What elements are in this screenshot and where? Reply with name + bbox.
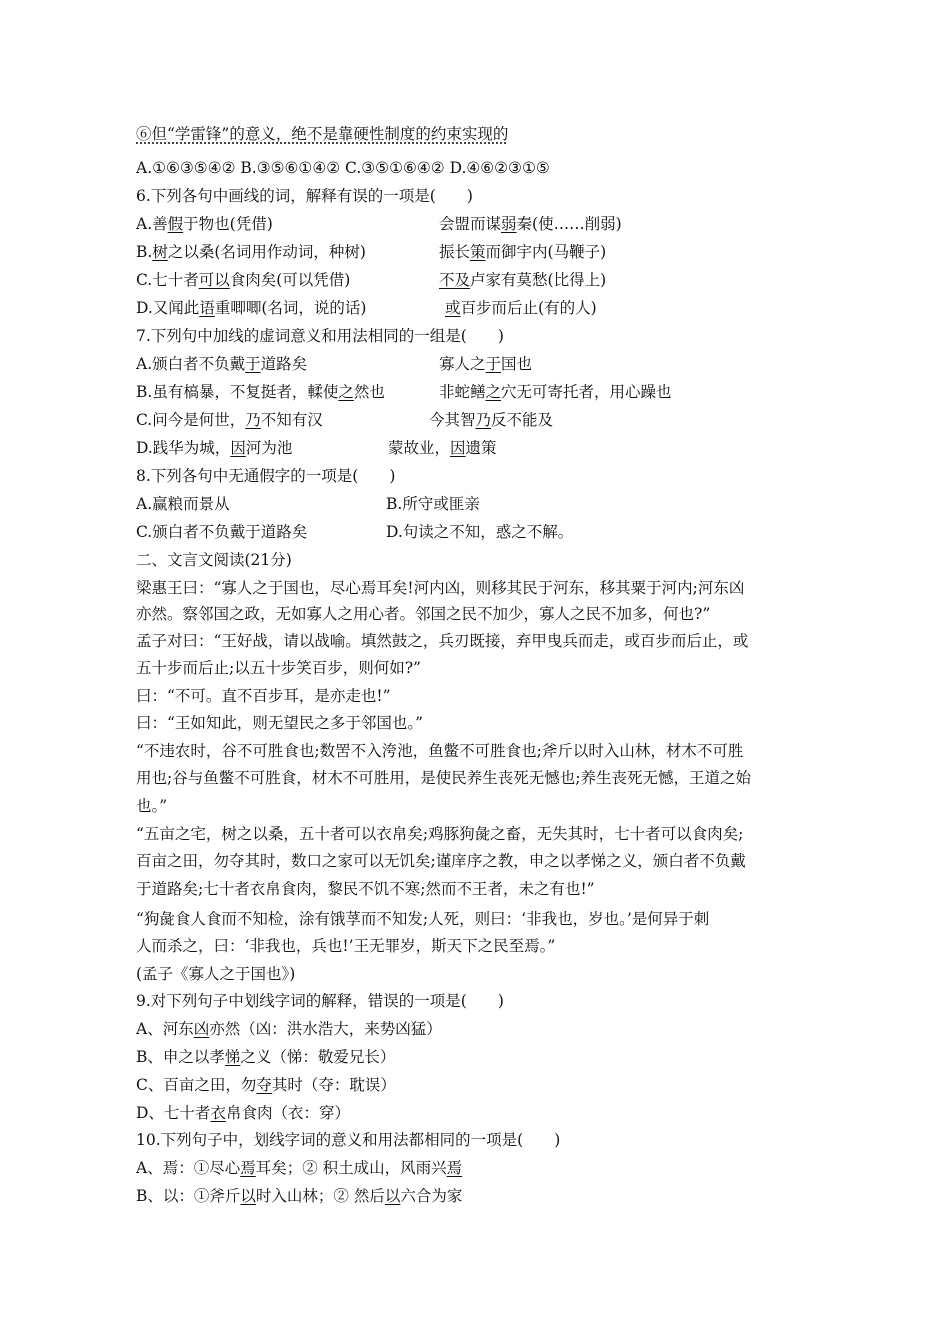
passage-line: 用也;谷与鱼鳖不可胜食，材木不可胜用，是使民养生丧死无憾也;养生丧死无憾，王道之始 xyxy=(136,769,751,787)
q6-option-a: A.善假于物也(凭借) 会盟而谋弱秦(使……削弱) xyxy=(136,215,622,233)
question-7: 7.下列句中加线的虚词意义和用法相同的一组是( ) xyxy=(136,327,504,345)
passage-line: 梁惠王曰：“寡人之于国也，尽心焉耳矣!河内凶，则移其民于河东，移其粟于河内;河东凶 xyxy=(136,579,745,597)
q6-option-d-right: 或百步而后止(有的人) xyxy=(445,299,597,317)
q10-option-a: A、焉：①尽心焉耳矣；② 积土成山，风雨兴焉 xyxy=(136,1159,463,1177)
q6-option-b-right: 振长策而御宇内(马鞭子) xyxy=(439,243,607,261)
q6-option-d: D.又闻此语重唧唧(名词，说的话) 或百步而后止(有的人) xyxy=(136,299,597,317)
question-6: 6.下列各句中画线的词，解释有误的一项是( ) xyxy=(136,187,473,205)
passage-line: 亦然。察邻国之政，无如寡人之用心者。邻国之民不加少，寡人之民不加多，何也?” xyxy=(136,605,711,623)
question-8: 8.下列各句中无通假字的一项是( ) xyxy=(136,467,396,485)
passage-line: 也。” xyxy=(136,797,168,815)
q9-option-b: B、申之以孝悌之义（悌：敬爱兄长） xyxy=(136,1048,396,1066)
q9-option-a: A、河东凶亦然（凶：洪水浩大，来势凶猛） xyxy=(136,1020,442,1038)
passage-line: 于道路矣;七十者衣帛食肉，黎民不饥不寒;然而不王者，未之有也!” xyxy=(136,880,595,898)
q10-option-b: B、以：①斧斤以时入山林；② 然后以六合为家 xyxy=(136,1187,463,1205)
q6-option-b: B.树之以桑(名词用作动词，种树) 振长策而御宇内(马鞭子) xyxy=(136,243,607,261)
q7-option-d: D.践华为城，因河为池 蒙故业，因遗策 xyxy=(136,439,497,457)
passage-line: 曰：“王如知此，则无望民之多于邻国也。” xyxy=(136,714,424,732)
passage-line: 孟子对曰：“王好战，请以战喻。填然鼓之，兵刃既接，弃甲曳兵而走，或百步而后止，或 xyxy=(136,632,749,650)
q9-option-d: D、七十者衣帛食肉（衣：穿） xyxy=(136,1104,350,1122)
q7-option-b-right: 非蛇鳝之穴无可寄托者，用心躁也 xyxy=(439,383,672,401)
section-2-heading: 二、文言文阅读(21分) xyxy=(136,551,292,569)
passage-line: “不违农时，谷不可胜食也;数罟不入洿池，鱼鳖不可胜食也;斧斤以时入山林，材木不可胜 xyxy=(136,742,744,760)
q7-option-b: B.虽有槁暴，不复挺者，輮使之然也 非蛇鳝之穴无可寄托者，用心躁也 xyxy=(136,383,672,401)
q7-option-a: A.颁白者不负戴于道路矣 寡人之于国也 xyxy=(136,355,533,373)
q6-option-c: C.七十者可以食肉矣(可以凭借) 不及卢家有莫愁(比得上) xyxy=(136,271,607,289)
passage-source: (孟子《寡人之于国也》) xyxy=(136,965,296,983)
answer-choices: A.①⑥③⑤④② B.③⑤⑥①④② C.③⑤①⑥④② D.④⑥②③①⑤ xyxy=(136,159,550,177)
passage-line: 百亩之田，勿夺其时，数口之家可以无饥矣;谨庠序之教，申之以孝悌之义，颁白者不负戴 xyxy=(136,852,746,870)
q7-option-c: C.问今是何世，乃不知有汉 今其智乃反不能及 xyxy=(136,411,554,429)
q7-option-d-right: 蒙故业，因遗策 xyxy=(388,439,497,457)
q8-options-cd: C.颁白者不负戴于道路矣 D.句读之不知，惑之不解。 xyxy=(136,523,574,541)
option-line-6: ⑥但“学雷锋”的意义，绝不是靠硬性制度的约束实现的 xyxy=(136,125,509,143)
passage-line: 五十步而后止;以五十步笑百步，则何如?” xyxy=(136,659,421,677)
passage-line: 曰：“不可。直不百步耳，是亦走也!” xyxy=(136,687,391,705)
question-9: 9.对下列句子中划线字词的解释，错误的一项是( ) xyxy=(136,992,504,1010)
q6-option-c-right: 不及卢家有莫愁(比得上) xyxy=(439,271,607,289)
passage-line: 人而杀之，曰：‘非我也，兵也!’王无罪岁，斯天下之民至焉。” xyxy=(136,937,556,955)
q8-options-ab: A.赢粮而景从 B.所守或匪亲 xyxy=(136,495,480,513)
q6-option-a-right: 会盟而谋弱秦(使……削弱) xyxy=(439,215,622,233)
q7-option-a-right: 寡人之于国也 xyxy=(439,355,533,373)
passage-line: “狗彘食人食而不知检，涂有饿莩而不知发;人死，则曰：‘非我也，岁也。’是何异于刺 xyxy=(136,910,710,928)
q9-option-c: C、百亩之田，勿夺其时（夺：耽误） xyxy=(136,1076,396,1094)
q7-option-c-right: 今其智乃反不能及 xyxy=(429,411,554,429)
question-10: 10.下列句子中，划线字词的意义和用法都相同的一项是( ) xyxy=(136,1131,561,1149)
passage-line: “五亩之宅，树之以桑，五十者可以衣帛矣;鸡豚狗彘之畜，无失其时，七十者可以食肉矣; xyxy=(136,825,744,843)
